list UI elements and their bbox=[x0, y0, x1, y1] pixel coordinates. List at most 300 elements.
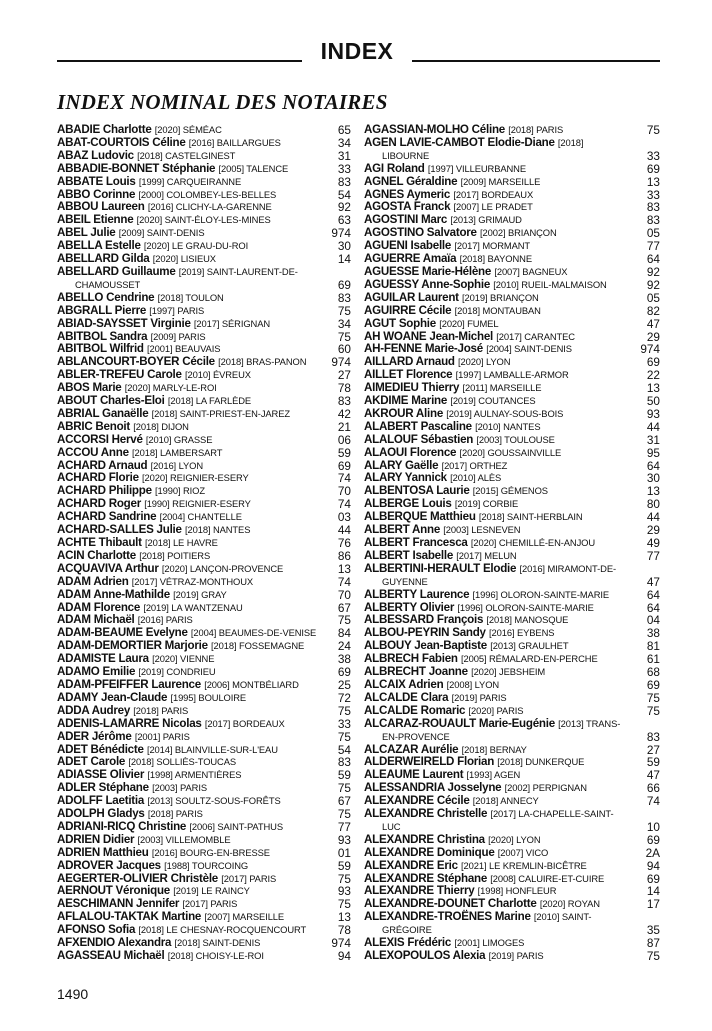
notary-name: AGOSTINO Salvatore bbox=[364, 226, 477, 240]
notary-name: ALCARAZ-ROUAULT Marie-Eugénie bbox=[364, 716, 555, 730]
notary-year-location: [2020] GOUSSAINVILLE bbox=[459, 446, 562, 458]
department-number: 74 bbox=[646, 794, 660, 809]
index-entry bbox=[57, 950, 351, 963]
notary-name: ADAM Florence bbox=[57, 600, 141, 614]
notary-name: ABELLARD Guillaume bbox=[57, 264, 176, 278]
notary-year-location: [1990] RIOZ bbox=[155, 485, 205, 497]
department-number: 33 bbox=[646, 148, 660, 163]
department-number: 80 bbox=[646, 497, 660, 512]
notary-year-location: [2017] SÉRIGNAN bbox=[193, 317, 271, 329]
notary-name: AGUILAR Laurent bbox=[364, 290, 459, 304]
notary-year-location: [2018] TOULON bbox=[157, 291, 224, 303]
department-number: 03 bbox=[337, 510, 351, 525]
notary-name: AGNES Aymeric bbox=[364, 187, 451, 201]
notary-name: ALARY Gaëlle bbox=[364, 458, 439, 472]
notary-name: AESCHIMANN Jennifer bbox=[57, 897, 180, 911]
notary-year-location: [2020] JEBSHEIM bbox=[471, 666, 546, 678]
notary-name: AGUENI Isabelle bbox=[364, 239, 452, 253]
notary-year-location: [1988] TOURCOING bbox=[164, 859, 249, 871]
notary-name: ALEXANDRE Cécile bbox=[364, 794, 470, 808]
notary-name: ABEIL Etienne bbox=[57, 213, 134, 227]
notary-year-location: [2017] VÉTRAZ-MONTHOUX bbox=[131, 575, 254, 587]
notary-name: ALBERTY Olivier bbox=[364, 600, 455, 614]
notary-name: ALBRECH Fabien bbox=[364, 652, 458, 666]
notary-year-location: [2018] LA FARLÈDE bbox=[167, 395, 252, 407]
department-number: 69 bbox=[646, 832, 660, 847]
notary-year-location: [2018] PARIS bbox=[133, 704, 189, 716]
department-number: 47 bbox=[646, 768, 660, 783]
notary-year-location: [2020] ROYAN bbox=[539, 898, 600, 910]
notary-year-location: [2013] SOULTZ-SOUS-FORÊTS bbox=[147, 795, 281, 807]
notary-name: ACHARD Roger bbox=[57, 497, 141, 511]
department-number: 94 bbox=[646, 858, 660, 873]
department-number: 27 bbox=[646, 742, 660, 757]
notary-year-location: [2018] POITIERS bbox=[139, 549, 211, 561]
department-number: 25 bbox=[337, 677, 351, 692]
notary-year-location: [2018] CHOISY-LE-ROI bbox=[167, 950, 264, 961]
notary-year-location: [2018] MANOSQUE bbox=[486, 614, 569, 626]
notary-name: ALBRECHT Joanne bbox=[364, 665, 468, 679]
notary-name: ACCOU Anne bbox=[57, 445, 129, 459]
notary-year-location: [2019] CORBIE bbox=[454, 498, 519, 510]
notary-year-location: [2008] LYON bbox=[446, 678, 500, 690]
department-number: 82 bbox=[646, 303, 660, 318]
notary-year-location: [2009] SAINT-DENIS bbox=[118, 227, 205, 239]
department-number: 70 bbox=[337, 484, 351, 499]
department-number: 87 bbox=[646, 936, 660, 951]
department-number: 38 bbox=[646, 626, 660, 641]
notary-name: ALEXANDRE Christelle bbox=[364, 807, 488, 821]
department-number: 974 bbox=[331, 226, 351, 241]
department-number: 81 bbox=[646, 639, 660, 654]
department-number: 13 bbox=[646, 484, 660, 499]
notary-year-location: [2017] BORDEAUX bbox=[204, 717, 285, 729]
notary-year-location: [2005] RÉMALARD-EN-PERCHE bbox=[461, 653, 598, 665]
department-number: 35 bbox=[646, 923, 660, 938]
index-entry bbox=[364, 911, 660, 937]
notary-year-location: [2007] BAGNEUX bbox=[494, 265, 568, 277]
notary-year-location: [1998] ARMENTIÈRES bbox=[147, 769, 242, 781]
department-number: 59 bbox=[337, 445, 351, 460]
notary-name: ADAM Adrien bbox=[57, 574, 129, 588]
notary-name: ACCORSI Hervé bbox=[57, 432, 143, 446]
department-number: 60 bbox=[337, 342, 351, 357]
notary-name: ADAMISTE Laura bbox=[57, 652, 149, 666]
notary-name: ADIASSE Olivier bbox=[57, 768, 145, 782]
notary-name: AGNEL Géraldine bbox=[364, 174, 458, 188]
notary-year-location: [2016] EYBENS bbox=[489, 627, 555, 639]
department-number: 49 bbox=[646, 536, 660, 550]
department-number: 76 bbox=[337, 536, 351, 550]
notary-name: ALABERT Pascaline bbox=[364, 419, 472, 433]
notary-year-location: [2003] PARIS bbox=[152, 782, 207, 794]
notary-name: ALBERQUE Matthieu bbox=[364, 510, 476, 524]
department-number: 13 bbox=[337, 910, 351, 925]
notary-year-location: [2007] MARSEILLE bbox=[204, 911, 285, 923]
department-number: 31 bbox=[337, 148, 351, 163]
department-number: 72 bbox=[337, 690, 351, 705]
notary-name: ADROVER Jacques bbox=[57, 858, 161, 872]
department-number: 75 bbox=[646, 690, 660, 705]
notary-name: ALBERTINI-HERAULT Elodie bbox=[364, 561, 517, 575]
notary-year-location: [1998] HONFLEUR bbox=[477, 885, 557, 897]
department-number: 75 bbox=[646, 123, 660, 137]
notary-year-location: [2018] FOSSEMAGNE bbox=[211, 640, 305, 652]
department-number: 83 bbox=[337, 174, 351, 189]
notary-year-location: [2018] MONTAUBAN bbox=[454, 304, 541, 316]
notary-name: ABITBOL Wilfrid bbox=[57, 342, 144, 356]
notary-year-location: [2018] SOLLIÈS-TOUCAS bbox=[128, 756, 237, 768]
notary-year-location: [2019] PARIS bbox=[451, 691, 507, 703]
notary-name: ADOLFF Laetitia bbox=[57, 794, 145, 808]
notary-year-location: [2009] PARIS bbox=[150, 330, 206, 342]
department-number: 22 bbox=[646, 368, 660, 383]
notary-name: ADRIEN Didier bbox=[57, 832, 135, 846]
notary-year-location: [2002] BRIANÇON bbox=[480, 227, 557, 239]
notary-year-location: [2016] BAILLARGUES bbox=[188, 136, 281, 148]
department-number: 75 bbox=[646, 703, 660, 718]
notary-name: ACHTE Thibault bbox=[57, 536, 142, 549]
notary-name: ALCALDE Clara bbox=[364, 690, 449, 704]
notary-year-location: [2014] BLAINVILLE-SUR-L'EAU bbox=[146, 743, 278, 755]
notary-name: ALBERT Isabelle bbox=[364, 548, 454, 562]
notary-location-continued: LIBOURNE bbox=[382, 149, 430, 161]
notary-name: ABADIE Charlotte bbox=[57, 123, 152, 136]
notary-name: AFLALOU-TAKTAK Martine bbox=[57, 910, 202, 924]
notary-name: ADET Carole bbox=[57, 755, 126, 769]
notary-name: AGUERRE Amaïa bbox=[364, 252, 457, 266]
notary-year-location: [2013] TRANS- bbox=[558, 717, 621, 729]
department-number: 974 bbox=[331, 936, 351, 951]
notary-name: ALCALDE Romaric bbox=[364, 703, 466, 717]
notary-year-location: [2009] MARSEILLE bbox=[460, 175, 541, 187]
notary-year-location: [2010] RUEIL-MALMAISON bbox=[493, 278, 607, 290]
notary-year-location: [2020] LYON bbox=[457, 356, 511, 368]
notary-year-location: [2018] LAMBERSART bbox=[132, 446, 223, 458]
notary-year-location: [2006] SAINT-PATHUS bbox=[189, 820, 283, 832]
department-number: 27 bbox=[337, 368, 351, 383]
notary-year-location: [2013] GRAULHET bbox=[490, 640, 569, 652]
notary-year-location: [2021] LE KREMLIN-BICÊTRE bbox=[461, 859, 587, 871]
notary-year-location: [2001] LIMOGES bbox=[454, 937, 525, 949]
notary-name: ALESSANDRIA Josselyne bbox=[364, 781, 502, 795]
notary-name: ACIN Charlotte bbox=[57, 548, 136, 562]
notary-year-location: [2000] COLOMBEY-LES-BELLES bbox=[138, 188, 277, 200]
index-column-left bbox=[57, 124, 351, 963]
notary-year-location: [2011] MARSEILLE bbox=[462, 382, 542, 394]
notary-name: AGASSEAU Michaël bbox=[57, 949, 165, 962]
department-number: 77 bbox=[646, 548, 660, 563]
department-number: 61 bbox=[646, 652, 660, 667]
department-number: 69 bbox=[337, 458, 351, 473]
notary-year-location: [2020] REIGNIER-ESERY bbox=[142, 472, 249, 484]
notary-location-continued: GUYENNE bbox=[382, 575, 428, 587]
index-column-right bbox=[364, 124, 660, 963]
department-number: 54 bbox=[337, 742, 351, 757]
department-number: 05 bbox=[646, 290, 660, 305]
notary-year-location: [1999] CARQUEIRANNE bbox=[138, 175, 242, 187]
department-number: 33 bbox=[337, 161, 351, 176]
notary-name: ADRIANI-RICQ Christine bbox=[57, 819, 187, 833]
department-number: 78 bbox=[337, 381, 351, 396]
notary-year-location: [1997] LAMBALLE-ARMOR bbox=[455, 369, 569, 381]
notary-year-location: [2013] GRIMAUD bbox=[450, 214, 522, 226]
notary-location-continued: GRÉGOIRE bbox=[382, 924, 432, 936]
department-number: 47 bbox=[646, 574, 660, 589]
department-number: 93 bbox=[646, 406, 660, 421]
department-number: 14 bbox=[646, 884, 660, 899]
department-number: 66 bbox=[646, 781, 660, 796]
notary-year-location: [2010] GRASSE bbox=[145, 433, 213, 445]
notary-name: ALEXANDRE-DOUNET Charlotte bbox=[364, 897, 537, 911]
department-number: 86 bbox=[337, 548, 351, 563]
notary-year-location: [2018] DIJON bbox=[133, 420, 189, 432]
department-number: 34 bbox=[337, 135, 351, 150]
notary-year-location: [2018] BAYONNE bbox=[459, 253, 532, 265]
notary-name: ADOLPH Gladys bbox=[57, 807, 145, 821]
notary-year-location: [2018] SAINT-HERBLAIN bbox=[478, 511, 583, 523]
notary-year-location: [2010] ÉVREUX bbox=[184, 369, 251, 381]
notary-year-location: [2017] PARIS bbox=[221, 872, 277, 884]
notary-name: ABOS Marie bbox=[57, 381, 122, 395]
department-number: 83 bbox=[337, 755, 351, 770]
department-number: 74 bbox=[337, 574, 351, 589]
notary-year-location: [2018] BRAS-PANON bbox=[218, 356, 307, 368]
department-number: 75 bbox=[337, 303, 351, 318]
notary-year-location: [2018] PARIS bbox=[508, 124, 564, 135]
notary-year-location: [1997] PARIS bbox=[149, 304, 205, 316]
notary-year-location: [2020] CHEMILLÉ-EN-ANJOU bbox=[470, 537, 596, 548]
notary-year-location: [2001] BEAUVAIS bbox=[146, 343, 221, 355]
notary-name: ADENIS-LAMARRE Nicolas bbox=[57, 716, 202, 730]
notary-name: ABLER-TREFEU Carole bbox=[57, 368, 182, 382]
page-header bbox=[57, 38, 660, 70]
notary-year-location: [2018] bbox=[557, 136, 584, 148]
department-number: 83 bbox=[337, 290, 351, 305]
department-number: 64 bbox=[646, 458, 660, 473]
notary-year-location: [2020] PARIS bbox=[468, 704, 524, 716]
notary-year-location: [1990] REIGNIER-ESERY bbox=[144, 498, 251, 510]
department-number: 21 bbox=[337, 419, 351, 434]
notary-year-location: [2017] BORDEAUX bbox=[453, 188, 534, 200]
department-number: 13 bbox=[646, 174, 660, 189]
department-number: 63 bbox=[337, 213, 351, 228]
index-entry bbox=[364, 563, 660, 589]
notary-name: ADAM-DEMORTIER Marjorie bbox=[57, 639, 208, 653]
notary-name: ADAMO Emilie bbox=[57, 665, 136, 679]
notary-name: ADET Bénédicte bbox=[57, 742, 144, 756]
notary-name: ABBO Corinne bbox=[57, 187, 136, 201]
notary-year-location: [2019] GRAY bbox=[173, 588, 227, 600]
department-number: 69 bbox=[337, 277, 351, 292]
department-number: 33 bbox=[337, 716, 351, 731]
notary-year-location: [2016] PARIS bbox=[137, 614, 193, 626]
notary-name: ALDERWEIRELD Florian bbox=[364, 755, 495, 769]
department-number: 54 bbox=[337, 187, 351, 202]
notary-year-location: [2020] LYON bbox=[488, 833, 541, 845]
department-number: 10 bbox=[646, 819, 660, 834]
notary-year-location: [1996] OLORON-SAINTE-MARIE bbox=[472, 588, 610, 600]
notary-year-location: [2018] SAINT-PRIEST-EN-JAREZ bbox=[151, 407, 291, 419]
department-number: 974 bbox=[331, 355, 351, 370]
department-number: 75 bbox=[337, 329, 351, 344]
notary-name: ABAT-COURTOIS Céline bbox=[57, 135, 186, 149]
notary-location-continued: EN-PROVENCE bbox=[382, 730, 450, 742]
notary-year-location: [2020] SAINT-ÉLOY-LES-MINES bbox=[136, 214, 271, 226]
notary-year-location: [2016] BOURG-EN-BRESSE bbox=[151, 846, 270, 858]
page-title: INDEX bbox=[320, 38, 394, 64]
department-number: 75 bbox=[646, 949, 660, 963]
notary-name: ALBERGE Louis bbox=[364, 497, 452, 511]
notary-year-location: [2018] BERNAY bbox=[461, 743, 527, 755]
notary-year-location: [2020] LANÇON-PROVENCE bbox=[161, 562, 284, 574]
department-number: 77 bbox=[646, 239, 660, 254]
notary-year-location: [2007] LE PRADET bbox=[453, 201, 533, 213]
department-number: 50 bbox=[646, 394, 660, 409]
notary-name: ALEXIS Frédéric bbox=[364, 936, 452, 950]
department-number: 13 bbox=[337, 561, 351, 576]
notary-name: ALEXOPOULOS Alexia bbox=[364, 949, 486, 962]
notary-name: ALCAZAR Aurélie bbox=[364, 742, 459, 756]
notary-name: ALBERT Anne bbox=[364, 523, 441, 537]
notary-name: ALEXANDRE Christina bbox=[364, 832, 485, 846]
notary-name: AEGERTER-OLIVIER Christèle bbox=[57, 871, 218, 885]
notary-name: ALBERT Francesca bbox=[364, 536, 468, 549]
department-number: 01 bbox=[337, 845, 351, 860]
page-number: 1490 bbox=[57, 986, 89, 1002]
section-title: INDEX NOMINAL DES NOTAIRES bbox=[57, 90, 388, 114]
notary-name: ALBOUY Jean-Baptiste bbox=[364, 639, 487, 653]
notary-name: ADAM-BEAUME Evelyne bbox=[57, 626, 188, 640]
notary-name: ADAMY Jean-Claude bbox=[57, 690, 168, 704]
department-number: 69 bbox=[646, 355, 660, 370]
notary-year-location: [2018] PARIS bbox=[147, 808, 203, 820]
notary-year-location: [2018] ANNECY bbox=[472, 795, 539, 807]
notary-name: ALEXANDRE Dominique bbox=[364, 845, 495, 859]
department-number: 78 bbox=[337, 923, 351, 938]
notary-name: AGEN LAVIE-CAMBOT Elodie-Diane bbox=[364, 135, 555, 149]
notary-name: ABRIC Benoit bbox=[57, 419, 130, 433]
notary-year-location: [2019] CONDRIEU bbox=[138, 666, 216, 678]
department-number: 64 bbox=[646, 600, 660, 615]
notary-year-location: [2017] MORMANT bbox=[454, 240, 531, 252]
notary-location-continued: LUC bbox=[382, 820, 401, 832]
department-number: 06 bbox=[337, 432, 351, 447]
department-number: 05 bbox=[646, 226, 660, 241]
notary-year-location: [2018] CASTELGINEST bbox=[137, 149, 236, 161]
department-number: 74 bbox=[337, 471, 351, 486]
notary-year-location: [1993] AGEN bbox=[466, 769, 521, 781]
notary-year-location: [2001] PARIS bbox=[134, 730, 190, 742]
notary-year-location: [2020] VIENNE bbox=[152, 653, 215, 665]
notary-year-location: [2010] SAINT- bbox=[533, 911, 592, 923]
notary-year-location: [2017] LA-CHAPELLE-SAINT- bbox=[490, 808, 614, 820]
notary-year-location: [1996] OLORON-SAINTE-MARIE bbox=[457, 601, 594, 613]
notary-name: ABAZ Ludovic bbox=[57, 148, 134, 162]
department-number: 92 bbox=[646, 264, 660, 279]
notary-year-location: [2008] CALUIRE-ET-CUIRE bbox=[490, 872, 605, 884]
department-number: 75 bbox=[337, 871, 351, 886]
department-number: 33 bbox=[646, 187, 660, 202]
department-number: 42 bbox=[337, 406, 351, 421]
notary-name: ALBERTY Laurence bbox=[364, 587, 470, 601]
notary-name: ADRIEN Matthieu bbox=[57, 845, 149, 859]
notary-year-location: [2004] CHANTELLE bbox=[159, 511, 242, 523]
notary-year-location: [2010] NANTES bbox=[475, 420, 541, 432]
notary-name: ABBADIE-BONNET Stéphanie bbox=[57, 161, 216, 175]
notary-year-location: [2018] DUNKERQUE bbox=[497, 756, 585, 768]
notary-year-location: [2019] AULNAY-SOUS-BOIS bbox=[446, 407, 564, 419]
notary-year-location: [2020] LISIEUX bbox=[152, 253, 216, 265]
notary-year-location: [2020] FUMEL bbox=[439, 317, 499, 329]
notary-name: ALARY Yannick bbox=[364, 471, 447, 485]
notary-name: AGASSIAN-MOLHO Céline bbox=[364, 123, 505, 136]
department-number: 83 bbox=[646, 729, 660, 744]
notary-name: AILLET Florence bbox=[364, 368, 453, 382]
notary-year-location: [2019] SAINT-LAURENT-DE- bbox=[178, 265, 298, 277]
department-number: 93 bbox=[337, 884, 351, 899]
notary-name: AFONSO Sofia bbox=[57, 923, 136, 937]
notary-year-location: [2020] LE GRAU-DU-ROI bbox=[143, 240, 249, 252]
department-number: 38 bbox=[337, 652, 351, 667]
index-entry bbox=[57, 266, 351, 292]
notary-year-location: [2017] PARIS bbox=[182, 898, 238, 910]
department-number: 59 bbox=[646, 755, 660, 770]
department-number: 75 bbox=[337, 613, 351, 628]
department-number: 04 bbox=[646, 613, 660, 628]
notary-year-location: [2007] VICO bbox=[497, 846, 549, 858]
notary-year-location: [2005] TALENCE bbox=[218, 162, 289, 174]
notary-year-location: [2016] LYON bbox=[150, 459, 203, 471]
notary-name: ADLER Stéphane bbox=[57, 781, 149, 795]
notary-location-continued: CHAMOUSSET bbox=[75, 278, 141, 290]
notary-name: ALEXANDRE-TROËNES Marine bbox=[364, 910, 531, 924]
department-number: 95 bbox=[646, 445, 660, 460]
notary-name: AH-FENNE Marie-José bbox=[364, 342, 483, 356]
department-number: 34 bbox=[337, 316, 351, 331]
notary-name: AKDIME Marine bbox=[364, 394, 448, 408]
notary-year-location: [2015] GÉMENOS bbox=[472, 485, 548, 497]
notary-name: ACHARD Philippe bbox=[57, 484, 152, 498]
notary-name: AGI Roland bbox=[364, 161, 425, 175]
index-entry bbox=[364, 950, 660, 963]
notary-name: AERNOUT Véronique bbox=[57, 884, 170, 898]
department-number: 74 bbox=[337, 497, 351, 512]
department-number: 68 bbox=[646, 665, 660, 680]
department-number: 13 bbox=[646, 381, 660, 396]
notary-name: AH WOANE Jean-Michel bbox=[364, 329, 493, 343]
department-number: 44 bbox=[646, 510, 660, 525]
notary-year-location: [2003] LESNEVEN bbox=[443, 524, 521, 536]
notary-name: ALEAUME Laurent bbox=[364, 768, 464, 782]
department-number: 17 bbox=[646, 897, 660, 912]
department-number: 75 bbox=[337, 703, 351, 718]
department-number: 75 bbox=[337, 781, 351, 796]
notary-name: ABITBOL Sandra bbox=[57, 329, 148, 343]
notary-name: ABEL Julie bbox=[57, 226, 116, 240]
notary-name: ABBATE Louis bbox=[57, 174, 136, 188]
notary-name: ACHARD Sandrine bbox=[57, 510, 157, 524]
department-number: 14 bbox=[337, 252, 351, 267]
department-number: 93 bbox=[337, 832, 351, 847]
notary-name: ADDA Audrey bbox=[57, 703, 131, 717]
notary-year-location: [2019] LA WANTZENAU bbox=[143, 601, 243, 613]
notary-year-location: [2018] SAINT-DENIS bbox=[174, 937, 261, 949]
notary-name: ABELLARD Gilda bbox=[57, 252, 150, 266]
department-number: 44 bbox=[337, 523, 351, 538]
department-number: 84 bbox=[337, 626, 351, 641]
department-number: 77 bbox=[337, 819, 351, 834]
